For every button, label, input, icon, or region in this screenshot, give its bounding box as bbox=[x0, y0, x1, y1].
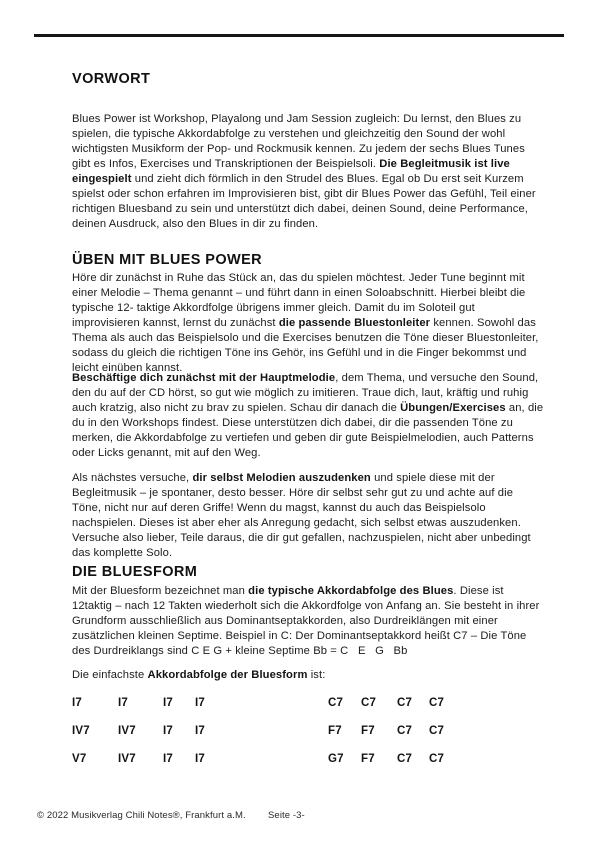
heading-vorwort: VORWORT bbox=[72, 71, 151, 87]
chord-row-3 bbox=[72, 753, 544, 781]
chord-cell-roman: IV7 bbox=[72, 725, 90, 737]
chord-cell-roman: V7 bbox=[72, 753, 87, 765]
chord-cell-named: C7 bbox=[328, 697, 344, 709]
page-number: Seite -3- bbox=[268, 810, 305, 821]
chord-cell-named: C7 bbox=[361, 697, 377, 709]
chord-row-2 bbox=[72, 725, 544, 753]
chord-cell-named: C7 bbox=[429, 697, 445, 709]
chord-cell-roman: I7 bbox=[195, 697, 205, 709]
chord-cell-roman: I7 bbox=[195, 725, 205, 737]
paragraph-einfachste-akkordabfolge: Die einfachste Akkordabfolge der Bluesform ist: bbox=[72, 669, 326, 681]
chord-cell-roman: I7 bbox=[72, 697, 82, 709]
paragraph-vorwort: Blues Power ist Workshop, Playalong und Jam Session zugleich: Du lernst, den Blues zu spielen, die typische Akkordabfolge zu verstehen und gleichzeitig den Sound der wohl wichtigsten Musikform der Pop- und Rockmusik kennen. Zu jedem der sechs Blues Tunes gibt es Infos, Exercises und Transkriptionen der Beispielsoli. Die Begleitmusik ist live eingespielt und zieht dich förmlich in den Strudel des Blues. Egal ob Du erst seit Kurzem spielst oder schon erfahren im Improvisieren bist, gibt dir Blues Power das Gefühl, Teil einer richtigen Bluesband zu sein und unterstützt dich dabei, deinen Sound, deine Performance, deinen Ausdruck, also den Blues in dir zu finden. bbox=[72, 113, 536, 230]
chord-cell-named: C7 bbox=[429, 753, 445, 765]
chord-cell-named: F7 bbox=[328, 725, 342, 737]
chord-cell-roman: IV7 bbox=[118, 753, 136, 765]
chord-cell-named: F7 bbox=[361, 725, 375, 737]
copyright-text: © 2022 Musikverlag Chili Notes®, Frankfurt a.M. bbox=[37, 810, 246, 821]
paragraph-bluesform: Mit der Bluesform bezeichnet man die typische Akkordabfolge des Blues. Diese ist 12taktig – nach 12 Takten wiederholt sich die Akkordfolge von Anfang an. Sie besteht in ihrer Grundform ausschließlich aus Dominantseptakkorden, also Durdreiklängen mit einer zusätzlichen kleinen Septime. Beispiel in C: Der Dominantseptakkord heißt C7 – Die Töne des Durdreiklangs sind C E G + kleine Septime Bb = C E G Bb bbox=[72, 585, 540, 657]
blues-chord-table bbox=[72, 697, 544, 787]
chord-cell-named: C7 bbox=[397, 725, 413, 737]
chord-cell-roman: I7 bbox=[118, 697, 128, 709]
chord-cell-roman: I7 bbox=[163, 697, 173, 709]
top-rule-divider bbox=[34, 34, 564, 37]
heading-die-bluesform: DIE BLUESFORM bbox=[72, 564, 198, 580]
chord-cell-roman: I7 bbox=[163, 753, 173, 765]
chord-cell-named: C7 bbox=[397, 753, 413, 765]
chord-cell-named: C7 bbox=[397, 697, 413, 709]
chord-cell-named: F7 bbox=[361, 753, 375, 765]
heading-ueben-mit-blues-power: ÜBEN MIT BLUES POWER bbox=[72, 252, 263, 268]
chord-cell-named: G7 bbox=[328, 753, 344, 765]
paragraph-ueben-1: Höre dir zunächst in Ruhe das Stück an, das du spielen möchtest. Jeder Tune beginnt mit einer Melodie – Thema genannt – und führt dann in einen Soloabschnitt. Hierbei bleibt die typische 12- taktige Akkordfolge übrigens immer gleich. Damit du im Soloteil gut improvisieren kannst, lernst du zunächst die passende Bluestonleiter kennen. Sowohl das Thema als auch das Beispielsolo und die Exercises benutzen die Töne dieser Bluestonleiter, sodass du gleich die richtigen Töne ins Gehör, ins Gefühl und in die Finger bekommst und leicht einüben kannst. bbox=[72, 272, 539, 374]
chord-cell-roman: I7 bbox=[195, 753, 205, 765]
chord-row-1 bbox=[72, 697, 544, 725]
chord-cell-named: C7 bbox=[429, 725, 445, 737]
chord-cell-roman: I7 bbox=[163, 725, 173, 737]
paragraph-ueben-2: Beschäftige dich zunächst mit der Hauptmelodie, dem Thema, und versuche den Sound, den du auf der CD hörst, so gut wie möglich zu imitieren. Traue dich, laut, kräftig und ruhig auch kratzig, also nicht zu brav zu spielen. Schau dir danach die Übungen/Exercises an, die du in den Workshops findest. Diese unterstützen dich dabei, dir die passenden Töne zu merken, die Akkordabfolge zu vertiefen und geben dir gute Beispielmelodien, auch Patterns oder Licks genannt, mit auf den Weg. bbox=[72, 372, 544, 459]
chord-cell-roman: IV7 bbox=[118, 725, 136, 737]
paragraph-ueben-3: Als nächstes versuche, dir selbst Melodien auszudenken und spiele diese mit der Begleitmusik – je spontaner, desto besser. Höre dir selbst sehr gut zu und achte auf die Töne, nicht nur auf deren Griffe! Wenn du magst, kannst du auch das Beispielsolo nachspielen. Dieses ist aber eher als Anregung gedacht, sich selbst etwas auszudenken. Versuche also lieber, Teile daraus, die dir gut gefallen, nachzuspielen, nicht aber unbedingt das komplette Solo. bbox=[72, 472, 531, 559]
